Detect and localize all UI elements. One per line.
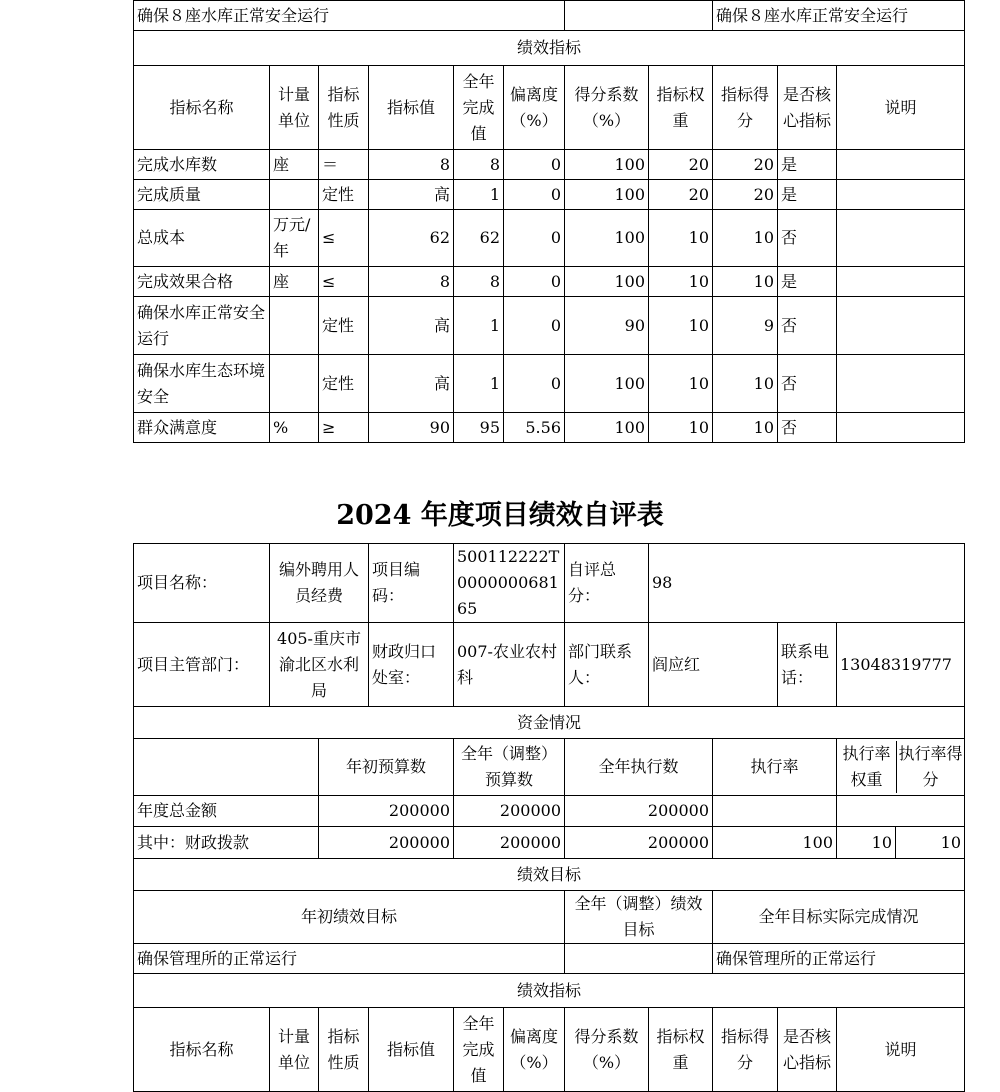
cell-nature: ≤ [319,267,369,297]
goal-adjusted [565,1,713,31]
funds-cell-weight-score [837,796,965,827]
goal-row [134,944,965,974]
cell-note [837,355,965,413]
dept-label: 项目主管部门： [134,623,270,707]
finance: 007-农业农村科 [454,623,565,707]
section-row [134,859,965,891]
cell-coefficient: 100 [565,150,649,180]
cell-coefficient: 100 [565,267,649,297]
header-cell: 指标得分 [713,1008,778,1092]
cell-unit [270,355,319,413]
goal-initial: 确保８座水库正常安全运行 [134,1,565,31]
cell-score: 10 [713,210,778,267]
header-cell: 指标值 [369,66,454,150]
cell-value: 62 [369,210,454,267]
table-row [134,150,965,180]
cell-unit: % [270,413,319,443]
header-cell: 说明 [837,66,965,150]
cell-core: 否 [778,355,837,413]
cell-name: 完成效果合格 [134,267,270,297]
funds-header-cell: 执行率 [713,739,837,796]
cell-nature: 定性 [319,355,369,413]
section-row [134,974,965,1008]
cell-core: 是 [778,267,837,297]
header-cell: 说明 [837,1008,965,1092]
cell-deviation: 5.56 [504,413,565,443]
cell-nature: ＝ [319,150,369,180]
goal-header-row [134,891,965,944]
page-title: 2024 年度项目绩效自评表 [336,500,664,531]
cell-done: 1 [454,180,504,210]
header-cell: 全年完成值 [454,66,504,150]
cell-score: 20 [713,180,778,210]
cell-weight: 20 [649,150,713,180]
cell-unit [270,297,319,355]
cell-weight: 20 [649,180,713,210]
cell-score: 9 [713,297,778,355]
cell-note [837,210,965,267]
goal-actual: 确保８座水库正常安全运行 [713,1,965,31]
cell-core: 是 [778,180,837,210]
header-cell: 计量单位 [270,1008,319,1092]
cell-done: 8 [454,150,504,180]
funds-cell-rate: 100 [713,827,837,859]
funds-cell-adjusted: 200000 [454,796,565,827]
cell-coefficient: 100 [565,355,649,413]
cell-score: 10 [713,413,778,443]
table-row [134,267,965,297]
self-score: 98 [649,544,965,623]
cell-done: 1 [454,297,504,355]
section-indicators: 绩效指标 [134,974,965,1008]
cell-note [837,297,965,355]
header-cell: 偏离度（%） [504,66,565,150]
cell-weight: 10 [649,413,713,443]
header-cell: 偏离度（%） [504,1008,565,1092]
goal-header-initial: 年初绩效目标 [134,891,565,944]
header-cell: 指标得分 [713,66,778,150]
funds-cell-label: 年度总金额 [134,796,319,827]
cell-deviation: 0 [504,150,565,180]
header-cell: 计量单位 [270,66,319,150]
cell-weight: 10 [649,355,713,413]
cell-deviation: 0 [504,355,565,413]
cell-nature: 定性 [319,180,369,210]
cell-nature: ≥ [319,413,369,443]
funds-header-cell: 全年执行数 [565,739,713,796]
funds-header-cell: 全年（调整）预算数 [454,739,565,796]
funds-row [134,827,965,859]
header-cell: 全年完成值 [454,1008,504,1092]
cell-weight: 10 [649,210,713,267]
cell-unit [270,180,319,210]
project-code-label: 项目编码： [369,544,454,623]
cell-unit: 座 [270,150,319,180]
cell-value: 高 [369,180,454,210]
funds-cell-score: 10 [940,833,961,852]
header-cell: 指标值 [369,1008,454,1092]
funds-header-cell: 年初预算数 [319,739,454,796]
cell-unit: 座 [270,267,319,297]
funds-cell-weight-score [837,827,965,859]
table-row [134,413,965,443]
cell-name: 完成水库数 [134,150,270,180]
cell-note [837,267,965,297]
funds-cell-adjusted: 200000 [454,827,565,859]
cell-core: 是 [778,150,837,180]
funds-header-cell [134,739,319,796]
header-cell: 指标权重 [649,66,713,150]
header-cell: 指标性质 [319,1008,369,1092]
header-cell: 指标名称 [134,66,270,150]
table-row [134,180,965,210]
cell-weight: 10 [649,267,713,297]
section-row [134,707,965,739]
cell-value: 90 [369,413,454,443]
cell-deviation: 0 [504,210,565,267]
funds-header-weight: 执行率权重 [837,741,897,793]
project-name: 编外聘用人员经费 [270,544,369,623]
dept: 405-重庆市渝北区水利局 [270,623,369,707]
table-row [134,355,965,413]
header-cell: 得分系数（%） [565,1008,649,1092]
goal-actual: 确保管理所的正常运行 [713,944,965,974]
cell-deviation: 0 [504,297,565,355]
cell-done: 1 [454,355,504,413]
table-row [134,210,965,267]
performance-table-2 [133,543,965,1092]
section-indicators: 绩效指标 [134,31,965,66]
section-funds: 资金情况 [134,707,965,739]
cell-coefficient: 100 [565,413,649,443]
cell-done: 8 [454,267,504,297]
goal-row [134,1,965,31]
funds-cell-rate [713,796,837,827]
header-cell: 是否核心指标 [778,1008,837,1092]
cell-name: 总成本 [134,210,270,267]
cell-weight: 10 [649,297,713,355]
dept-info-row [134,623,965,707]
header-cell: 指标名称 [134,1008,270,1092]
cell-unit: 万元/年 [270,210,319,267]
cell-nature: ≤ [319,210,369,267]
cell-value: 8 [369,267,454,297]
performance-table-1 [133,0,965,443]
project-name-label: 项目名称： [134,544,270,623]
phone: 13048319777 [837,623,965,707]
cell-core: 否 [778,210,837,267]
cell-name: 群众满意度 [134,413,270,443]
goal-header-adjusted: 全年（调整）绩效目标 [565,891,713,944]
cell-note [837,413,965,443]
goal-header-actual: 全年目标实际完成情况 [713,891,965,944]
contact-label: 部门联系人： [565,623,649,707]
funds-cell-initial: 200000 [319,827,454,859]
cell-score: 10 [713,267,778,297]
phone-label: 联系电话： [778,623,837,707]
cell-nature: 定性 [319,297,369,355]
header-cell: 得分系数（%） [565,66,649,150]
funds-cell-executed: 200000 [565,827,713,859]
cell-done: 62 [454,210,504,267]
cell-coefficient: 100 [565,210,649,267]
cell-note [837,150,965,180]
cell-name: 完成质量 [134,180,270,210]
funds-header-row [134,739,965,796]
cell-note [837,180,965,210]
header-cell: 指标性质 [319,66,369,150]
cell-name: 确保水库正常安全运行 [134,297,270,355]
funds-cell-initial: 200000 [319,796,454,827]
header-row [134,1008,965,1092]
goal-adjusted [565,944,713,974]
cell-value: 高 [369,297,454,355]
project-info-row [134,544,965,623]
funds-header-cell [837,739,965,796]
goal-initial: 确保管理所的正常运行 [134,944,565,974]
funds-cell-label: 其中：财政拨款 [134,827,319,859]
cell-score: 20 [713,150,778,180]
cell-done: 95 [454,413,504,443]
section-row [134,31,965,66]
project-code: 500112222T000000068165 [454,544,565,623]
cell-deviation: 0 [504,267,565,297]
funds-cell-weight: 10 [837,827,896,858]
header-cell: 是否核心指标 [778,66,837,150]
cell-score: 10 [713,355,778,413]
funds-header-score: 执行率得分 [898,744,963,789]
contact: 阎应红 [649,623,778,707]
self-score-label: 自评总分： [565,544,649,623]
cell-core: 否 [778,413,837,443]
table-row [134,297,965,355]
cell-value: 8 [369,150,454,180]
finance-label: 财政归口处室： [369,623,454,707]
cell-coefficient: 90 [565,297,649,355]
cell-core: 否 [778,297,837,355]
section-goals: 绩效目标 [134,859,965,891]
funds-row [134,796,965,827]
cell-value: 高 [369,355,454,413]
header-row [134,66,965,150]
cell-coefficient: 100 [565,180,649,210]
cell-name: 确保水库生态环境安全 [134,355,270,413]
header-cell: 指标权重 [649,1008,713,1092]
cell-deviation: 0 [504,180,565,210]
funds-cell-executed: 200000 [565,796,713,827]
